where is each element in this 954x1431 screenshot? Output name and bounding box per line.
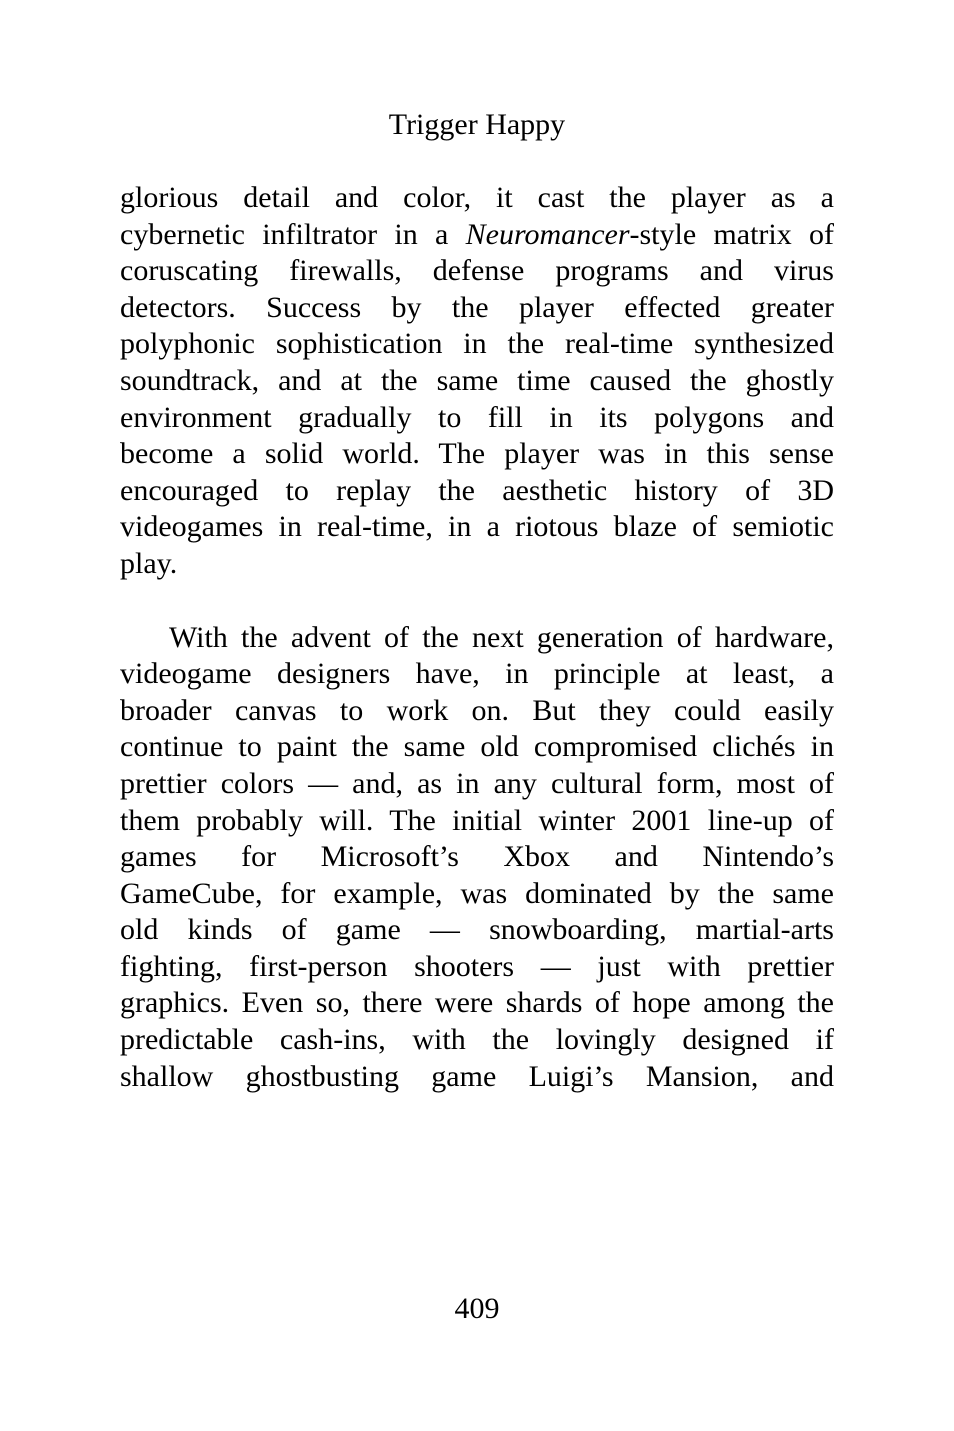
text-line: games for Microsoft’s Xbox and Nintendo’s	[120, 840, 834, 874]
text-line: soundtrack, and at the same time caused the ghostly	[120, 363, 834, 397]
page-number: 409	[454, 1292, 500, 1325]
text-line: shallow ghostbusting game Luigi’s Mansion, and	[120, 1059, 834, 1093]
text-line: them probably will. The initial winter 2001 line-up of	[120, 803, 834, 837]
text-line: GameCube, for example, was dominated by the same	[120, 876, 834, 910]
text-line: encouraged to replay the aesthetic history of 3D	[120, 473, 834, 507]
text-line: broader canvas to work on. But they could easily	[120, 693, 834, 727]
italic-title: Neuromancer	[465, 217, 630, 251]
text-line: continue to paint the same old compromised clichés in	[120, 730, 834, 764]
text-line: videogames in real-time, in a riotous blaze of semiotic	[120, 510, 834, 544]
text-line: coruscating firewalls, defense programs and virus	[120, 254, 834, 288]
text-line: glorious detail and color, it cast the player as a	[120, 181, 834, 214]
text-line: prettier colors — and, as in any cultural form, most of	[120, 766, 834, 800]
text-line: detectors. Success by the player effected greater	[120, 290, 834, 324]
text-line: environment gradually to fill in its polygons and	[120, 400, 834, 434]
text-line: graphics. Even so, there were shards of hope among the	[120, 986, 834, 1020]
paragraph-1	[120, 180, 834, 583]
text-line: With the advent of the next generation of hardware,	[169, 620, 834, 654]
text-fragment: cybernetic infiltrator in a	[120, 217, 466, 251]
running-head: Trigger Happy	[388, 108, 566, 141]
paragraph-2	[120, 620, 834, 1096]
text-fragment: -style matrix of	[629, 217, 834, 251]
text-line: old kinds of game — snowboarding, martial-arts	[120, 913, 834, 947]
text-line: fighting, first-person shooters — just with prettier	[120, 949, 834, 983]
text-line: become a solid world. The player was in this sense	[120, 437, 834, 471]
paragraph-gap	[120, 583, 834, 620]
text-line: play.	[120, 546, 178, 580]
text-line: videogame designers have, in principle at least, a	[120, 657, 834, 691]
text-line	[120, 217, 834, 254]
text-line: polyphonic sophistication in the real-time synthesized	[120, 327, 834, 361]
text-line: predictable cash-ins, with the lovingly designed if	[120, 1023, 834, 1057]
body-text	[120, 180, 834, 1095]
